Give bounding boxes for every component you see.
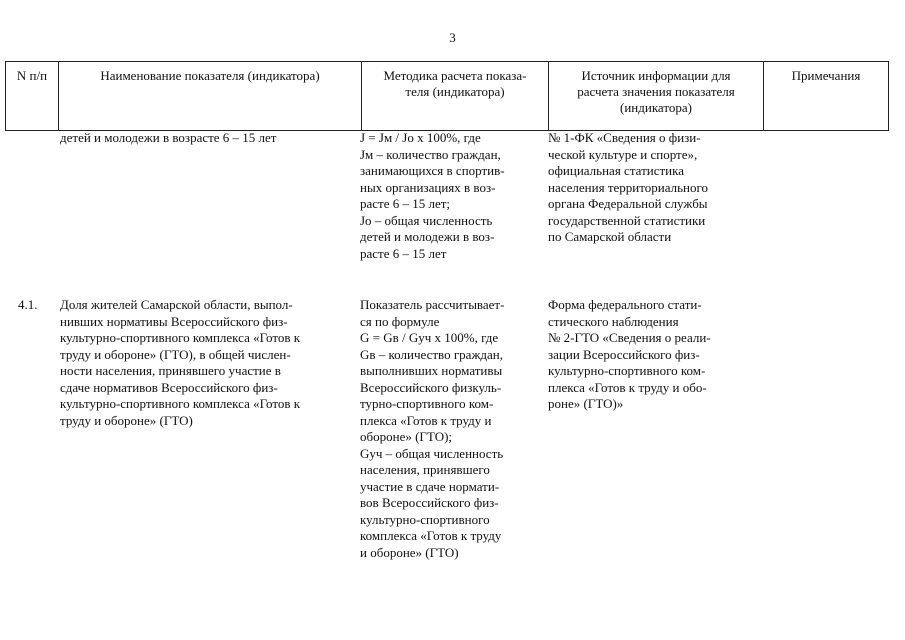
calculation-method: Показатель рассчитывает- ся по формуле G = Gв / Gуч х 100%, где Gв – количество граждан, выполнивших нормативы Всероссийского физкуль- турно-спортивного ком- плекса «Готов к труду и обороне» (ГТО); Gуч – общая численность населения, принявшего участие в сдаче нормати- вов Всероссийского физ- культурно-спортивного комплекса «Готов к труду и обороне» (ГТО) bbox=[360, 297, 505, 560]
header-information-source: Источник информации для расчета значения показателя (индикатора) bbox=[549, 62, 764, 130]
information-source: Форма федерального стати- стического наблюдения № 2-ГТО «Сведения о реали- зации Всероссийского физ- культурно-спортивного ком- плекса «Готов к труду и обо- роне» (ГТО)» bbox=[548, 297, 711, 411]
header-number: N п/п bbox=[6, 62, 59, 130]
table-header bbox=[5, 61, 889, 131]
header-indicator-name: Наименование показателя (индикатора) bbox=[59, 62, 362, 130]
row-number: 4.1. bbox=[18, 297, 38, 312]
page-number: 3 bbox=[449, 30, 456, 45]
indicator-name: Доля жителей Самарской области, выпол- нивших нормативы Всероссийского физ- культурно-спортивного комплекса «Готов к труду и обороне» (ГТО), в общей числен- ности населения, принявшего участие в сдаче нормативов Всероссийского физ- культурно-спортивного комплекса «Готов к труду и обороне» (ГТО) bbox=[60, 297, 301, 428]
header-notes: Примечания bbox=[791, 68, 861, 83]
information-source: № 1-ФК «Сведения о физи- ческой культуре и спорте», официальная статистика населения территориального органа Федеральной службы государственной статистики по Самарской области bbox=[548, 130, 708, 244]
header-calculation-method: Методика расчета показа- теля (индикатора) bbox=[362, 62, 549, 130]
calculation-method: J = Jм / Jо х 100%, где Jм – количество граждан, занимающихся в спортив- ных организациях в воз- расте 6 – 15 лет; Jо – общая численность детей и молодежи в воз- расте 6 – 15 лет bbox=[360, 130, 505, 261]
indicator-name: детей и молодежи в возрасте 6 – 15 лет bbox=[60, 130, 277, 145]
